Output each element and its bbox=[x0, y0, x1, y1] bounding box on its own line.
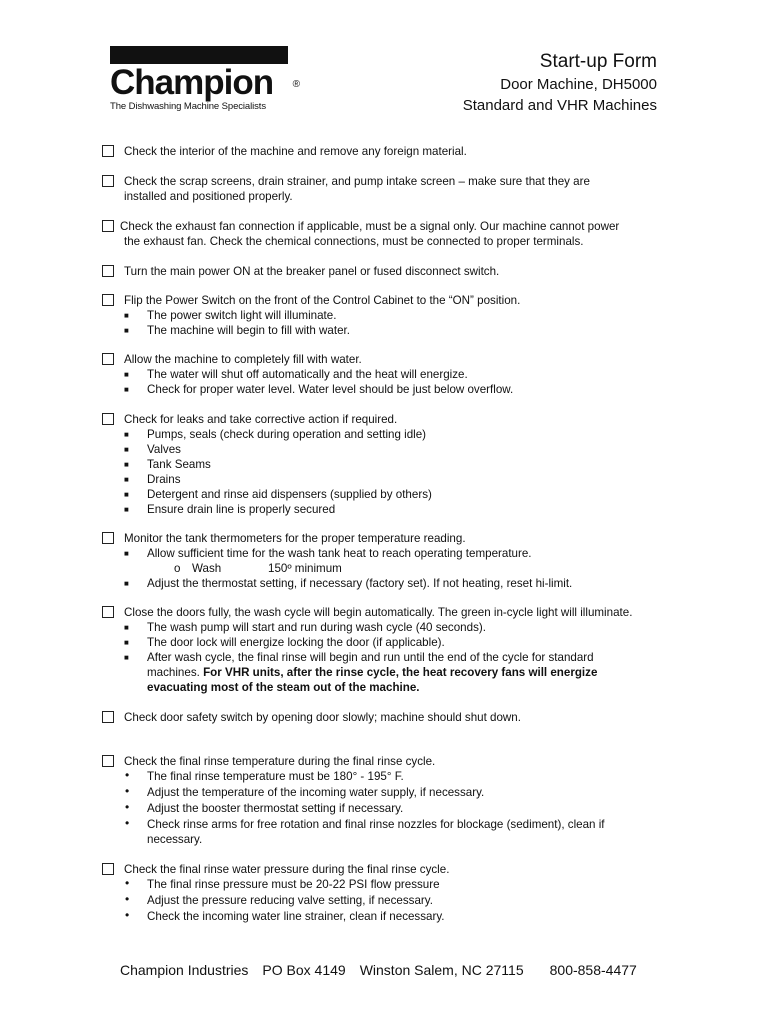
bullet: ■ Adjust the thermostat setting, if necessary (factory set). If not heating, reset hi-limit. bbox=[124, 577, 573, 590]
bullet: ■ The wash pump will start and run during wash cycle (40 seconds). bbox=[124, 621, 486, 634]
checklist-item-2 bbox=[102, 174, 692, 204]
bullet: • Check rinse arms for free rotation and final rinse nozzles for blockage (sediment), clean if bbox=[125, 816, 605, 831]
item-text: Check the interior of the machine and remove any foreign material. bbox=[124, 145, 467, 158]
bullet-cont: evacuating most of the steam out of the machine. bbox=[147, 681, 420, 694]
item-text-cont: installed and positioned properly. bbox=[124, 190, 293, 203]
bullet: • Adjust the temperature of the incoming water supply, if necessary. bbox=[125, 784, 485, 799]
checkbox[interactable] bbox=[102, 145, 114, 157]
footer-pobox: PO Box 4149 bbox=[262, 962, 346, 978]
bullet: • The final rinse temperature must be 180° - 195° F. bbox=[125, 768, 404, 783]
bullet: ■ The machine will begin to fill with water. bbox=[124, 324, 350, 337]
checklist-item-12 bbox=[102, 862, 692, 924]
item-text-cont: the exhaust fan. Check the chemical connections, must be connected to proper terminals. bbox=[124, 235, 584, 248]
checkbox[interactable] bbox=[102, 265, 114, 277]
checkbox[interactable] bbox=[102, 711, 114, 723]
bullet: • Adjust the booster thermostat setting if necessary. bbox=[125, 800, 404, 815]
item-text: Check door safety switch by opening door slowly; machine should shut down. bbox=[124, 711, 521, 724]
logo-tagline: The Dishwashing Machine Specialists bbox=[110, 101, 266, 112]
checkbox[interactable] bbox=[102, 353, 114, 365]
bullet: ■ The water will shut off automatically and the heat will energize. bbox=[124, 368, 468, 381]
champion-logo bbox=[110, 46, 300, 112]
bullet: ■ Valves bbox=[124, 443, 181, 456]
item-text: Turn the main power ON at the breaker panel or fused disconnect switch. bbox=[124, 265, 500, 278]
checkbox[interactable] bbox=[102, 532, 114, 544]
bullet: ■ Check for proper water level. Water level should be just below overflow. bbox=[124, 383, 514, 396]
checklist-item-5 bbox=[102, 293, 692, 338]
bullet: • Check the incoming water line strainer, clean if necessary. bbox=[125, 908, 445, 923]
checkbox[interactable] bbox=[102, 220, 114, 232]
checklist-item-4 bbox=[102, 264, 692, 279]
bullet: ■ After wash cycle, the final rinse will begin and run until the end of the cycle for standard bbox=[124, 651, 594, 664]
bullet: ■ Ensure drain line is properly secured bbox=[124, 503, 336, 516]
item-text: Check the exhaust fan connection if applicable, must be a signal only. Our machine cannot power bbox=[120, 220, 620, 233]
bullet: ■ Pumps, seals (check during operation and setting idle) bbox=[124, 428, 427, 441]
item-text: Check the final rinse temperature during the final rinse cycle. bbox=[124, 755, 436, 768]
form-subtitle: Door Machine, DH5000 bbox=[500, 76, 657, 93]
checklist-item-11 bbox=[102, 754, 692, 847]
sub-bullet: o Wash 150º minimum bbox=[174, 562, 342, 575]
bullet: • The final rinse pressure must be 20-22 PSI flow pressure bbox=[125, 876, 440, 891]
bullet: ■ Drains bbox=[124, 473, 181, 486]
checklist-item-7 bbox=[102, 412, 692, 517]
checklist-item-3 bbox=[102, 219, 692, 249]
title-block bbox=[463, 50, 657, 116]
checklist-item-1 bbox=[102, 144, 692, 159]
checkbox[interactable] bbox=[102, 294, 114, 306]
item-text: Check the scrap screens, drain strainer, and pump intake screen – make sure that they are bbox=[124, 175, 590, 188]
bullet: ■ Allow sufficient time for the wash tank heat to reach operating temperature. bbox=[124, 547, 532, 560]
item-text: Allow the machine to completely fill with water. bbox=[124, 353, 362, 366]
item-text: Monitor the tank thermometers for the proper temperature reading. bbox=[124, 532, 466, 545]
footer-company: Champion Industries bbox=[120, 962, 249, 978]
item-text: Check for leaks and take corrective action if required. bbox=[124, 413, 398, 426]
bullet-cont: machines. For VHR units, after the rinse cycle, the heat recovery fans will energize bbox=[147, 666, 598, 679]
logo-bar bbox=[110, 46, 288, 64]
footer bbox=[120, 962, 637, 978]
bullet: ■ Tank Seams bbox=[124, 458, 211, 471]
checklist-item-10 bbox=[102, 710, 692, 725]
checklist-item-6 bbox=[102, 352, 692, 397]
footer-city: Winston Salem, NC 27115 bbox=[359, 962, 524, 978]
form-subtitle-2: Standard and VHR Machines bbox=[462, 97, 657, 114]
item-text: Close the doors fully, the wash cycle will begin automatically. The green in-cycle light will illuminate. bbox=[124, 606, 633, 619]
form-title: Start-up Form bbox=[539, 51, 657, 72]
logo-wordmark: Champion ® bbox=[110, 63, 300, 102]
checkbox[interactable] bbox=[102, 413, 114, 425]
bullet: ■ The door lock will energize locking the door (if applicable). bbox=[124, 636, 445, 649]
checklist-item-8 bbox=[102, 531, 692, 591]
checkbox[interactable] bbox=[102, 175, 114, 187]
checklist-item-9 bbox=[102, 605, 692, 695]
item-text: Flip the Power Switch on the front of the Control Cabinet to the “ON” position. bbox=[124, 294, 521, 307]
bullet: • Adjust the pressure reducing valve setting, if necessary. bbox=[125, 892, 433, 907]
checkbox[interactable] bbox=[102, 606, 114, 618]
bullet: ■ The power switch light will illuminate. bbox=[124, 309, 337, 322]
bullet: ■ Detergent and rinse aid dispensers (supplied by others) bbox=[124, 488, 432, 501]
bullet-cont: necessary. bbox=[147, 833, 203, 846]
checkbox[interactable] bbox=[102, 755, 114, 767]
footer-phone: 800-858-4477 bbox=[549, 962, 637, 978]
checkbox[interactable] bbox=[102, 863, 114, 875]
item-text: Check the final rinse water pressure during the final rinse cycle. bbox=[124, 863, 450, 876]
